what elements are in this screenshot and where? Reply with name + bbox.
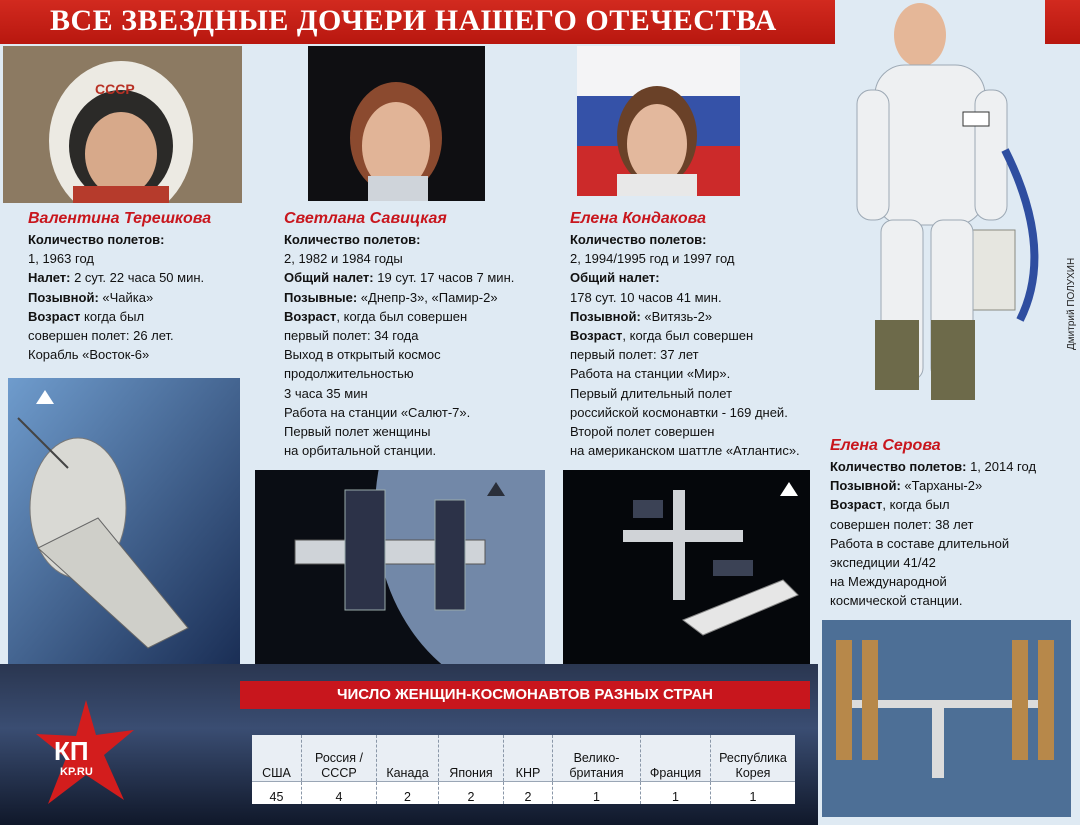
country-japan: Япония [439,735,504,782]
count-usa: 45 [252,782,302,805]
bio-line [28,307,204,326]
count-russia: 4 [302,782,377,805]
stats-title: ЧИСЛО ЖЕНЩИН-КОСМОНАВТОВ РАЗНЫХ СТРАН [336,686,713,703]
bio-value: Работа на станции «Мир». [570,366,731,382]
bio-label: Позывной: [830,478,901,494]
country-usa: США [262,766,291,780]
bio-value: 3 часа 35 мин [284,385,368,401]
bio-value: 2 сут. 22 часа 50 мин. [70,270,205,286]
bio-line [570,345,800,364]
bio-value: космической станции. [830,593,963,609]
iss-photo [822,620,1071,817]
bio-kondakova [570,230,800,460]
bio-value: российской космонавтки - 169 дней. [570,404,788,420]
stats-title-bar [240,681,810,709]
bio-line [284,268,514,287]
bio-label: Позывной: [28,289,99,305]
bio-line [284,403,514,422]
bio-value: экспедиции 41/42 [830,555,936,571]
bio-value: 2, 1982 и 1984 годы [284,251,403,267]
bio-label: Возраст [284,308,337,324]
bio-line [28,230,204,249]
country-korea: Республика Корея [711,735,796,782]
play-triangle-icon [487,482,505,496]
bio-value: первый полет: 34 года [284,328,419,344]
name-tereshkova: Валентина Терешкова [28,210,212,227]
bio-value: 19 сут. 17 часов 7 мин. [373,270,515,286]
bio-line [284,249,514,268]
bio-line [570,384,800,403]
bio-line [570,268,800,287]
bio-value: «Тарханы-2» [900,478,983,494]
bio-value: , когда был совершен [336,308,468,324]
bio-line [570,441,800,460]
bio-line [28,268,204,287]
bio-line [284,326,514,345]
bio-label: Позывной: [570,308,641,324]
play-triangle-icon [780,482,798,496]
bio-value: Работа на станции «Салют-7». [284,404,471,420]
bio-line [284,230,514,249]
count-france: 1 [641,782,711,805]
play-triangle-icon [36,390,54,404]
page-title: ВСЕ ЗВЕЗДНЫЕ ДОЧЕРИ НАШЕГО ОТЕЧЕСТВА [50,4,777,37]
bio-label: Количество полетов: [570,232,707,247]
bio-label: Возраст [28,308,81,324]
bio-value: Корабль «Восток-6» [28,347,150,363]
kp-logo [36,700,136,810]
bio-value: Выход в открытый космос [284,347,441,363]
bio-label: Количество полетов: [28,232,165,247]
bio-line [830,553,1036,572]
bio-line [830,534,1036,553]
bio-value: 178 сут. 10 часов 41 мин. [570,289,722,305]
bio-line [284,364,514,383]
bio-value: когда был [80,308,145,324]
bio-line [570,364,800,383]
tereshkova-photo [3,46,242,203]
bio-line [830,495,1036,514]
vostok-photo [8,378,240,664]
bio-line [570,230,800,249]
bio-value: продолжительностью [284,366,414,382]
country-uk: Велико-британия [553,735,641,782]
bio-label: Количество полетов: [830,459,967,474]
bio-value: «Днепр-3», «Памир-2» [357,289,498,305]
stats-table [252,735,795,804]
bio-line [830,476,1036,495]
bio-value: «Чайка» [98,289,154,305]
savitskaya-photo [308,46,485,201]
count-uk: 1 [553,782,641,805]
bio-value: Первый полет женщины [284,424,431,440]
bio-value: , когда был совершен [622,328,754,344]
bio-serova [830,457,1036,611]
mir-atlantis-photo [563,470,810,664]
bio-line [830,515,1036,534]
bio-label: Возраст [570,328,623,344]
bio-value: на Международной [830,574,947,590]
bio-label: Позывные: [284,289,358,305]
bio-line [284,422,514,441]
bio-label: Возраст [830,497,883,513]
name-savitskaya: Светлана Савицкая [284,210,447,227]
bio-value: совершен полет: 26 лет. [28,328,174,344]
bio-savitskaya [284,230,514,460]
bio-line [830,572,1036,591]
bio-line [284,384,514,403]
bio-value: первый полет: 37 лет [570,347,699,363]
serova-photo [835,0,1045,425]
name-kondakova: Елена Кондакова [570,210,707,227]
country-china: КНР [504,735,553,782]
bio-value: , когда был [882,497,950,513]
logo-mark: КП [54,736,89,766]
bio-value: на американском шаттле «Атлантис». [570,443,800,459]
bio-line [570,422,800,441]
salyut-photo [255,470,545,664]
bio-line [570,307,800,326]
bio-label: Количество полетов: [284,232,421,247]
bio-line [284,345,514,364]
name-serova: Елена Серова [830,437,941,454]
bio-line [284,288,514,307]
count-canada: 2 [377,782,439,805]
bio-value: Работа в составе длительной [830,535,1010,551]
bio-value: Первый длительный полет [570,385,733,401]
bio-line [28,288,204,307]
country-russia: Россия / СССР [302,735,377,782]
bio-value: 1, 1963 год [28,251,94,267]
count-china: 2 [504,782,553,805]
bio-line [570,326,800,345]
country-france: Франция [641,735,711,782]
bio-line [570,249,800,268]
bio-tereshkova [28,230,204,364]
bio-line [28,326,204,345]
bio-line [570,403,800,422]
bio-label: Общий налет: [284,270,374,286]
kondakova-photo [577,46,740,196]
bio-value: на орбитальной станции. [284,443,437,459]
photo-credit: Дмитрий ПОЛУХИН [1066,257,1077,350]
bio-value: совершен полет: 38 лет [830,516,974,532]
bio-value: «Витязь-2» [640,308,713,324]
bio-value: 2, 1994/1995 год и 1997 год [570,251,735,267]
bio-line [28,249,204,268]
bio-line [830,457,1036,476]
bio-value: 1, 2014 год [966,459,1037,474]
logo-site: KP.RU [60,766,93,778]
svg-text:СССР: СССР [95,81,135,97]
bio-line [284,441,514,460]
bio-line [284,307,514,326]
bio-value: Второй полет совершен [570,424,715,440]
bio-line [830,591,1036,610]
country-canada: Канада [377,735,439,782]
count-japan: 2 [439,782,504,805]
bio-label: Налет: [28,270,71,286]
bio-line [28,345,204,364]
bio-line [570,288,800,307]
bio-label: Общий налет: [570,270,660,286]
count-korea: 1 [711,782,796,805]
